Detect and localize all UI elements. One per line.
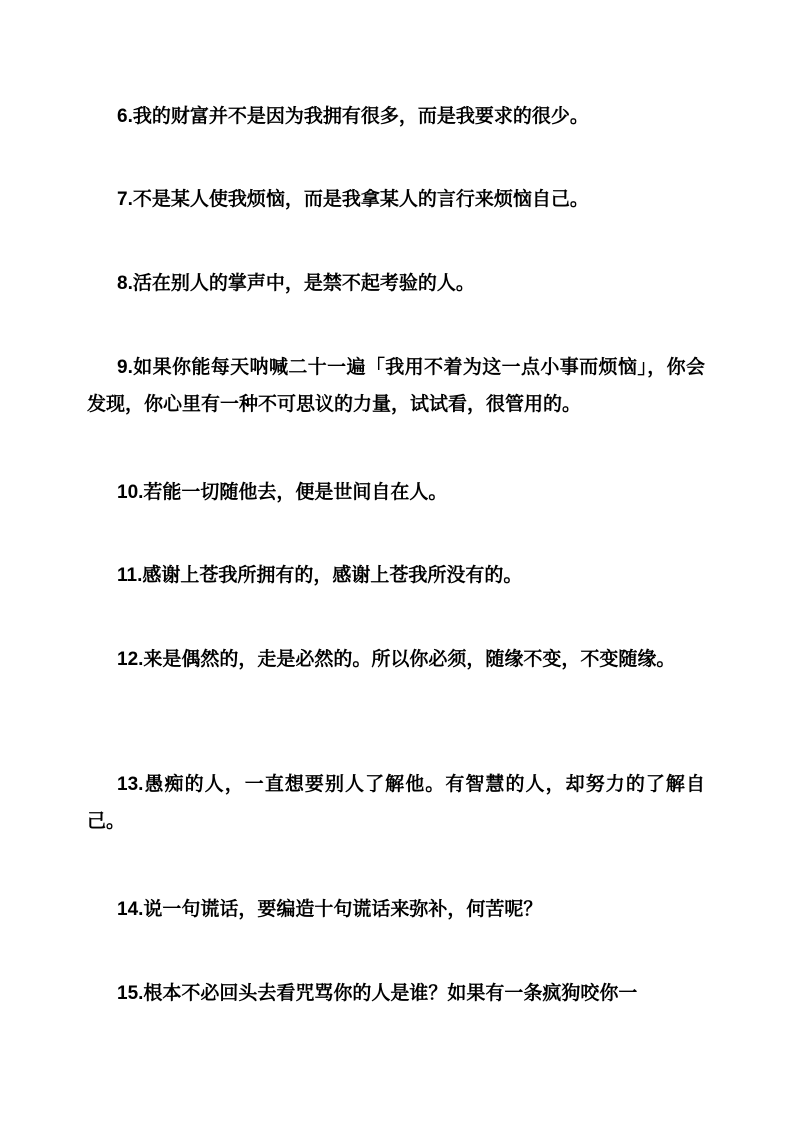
paragraph-number: 9. [117, 357, 133, 378]
paragraph-12 [87, 641, 705, 678]
paragraph-13 [87, 766, 705, 839]
paragraph-7 [87, 181, 705, 218]
paragraph-14 [87, 891, 705, 928]
paragraph-8 [87, 265, 705, 302]
paragraph-text: 如果你能每天呐喊二十一遍「我用不着为这一点小事而烦恼」，你会发现，你心里有一种不可思议的力量，试试看，很管用的。 [87, 356, 705, 415]
paragraph-text: 感谢上苍我所拥有的，感谢上苍我所没有的。 [142, 564, 523, 586]
paragraph-text: 愚痴的人，一直想要别人了解他。有智慧的人，却努力的了解自己。 [87, 773, 705, 832]
paragraph-text: 不是某人使我烦恼，而是我拿某人的言行来烦恼自己。 [132, 188, 589, 210]
paragraph-number: 12. [117, 649, 144, 670]
paragraph-number: 10. [117, 482, 144, 503]
paragraph-text: 活在别人的掌声中，是禁不起考验的人。 [132, 272, 475, 294]
paragraph-text: 来是偶然的，走是必然的。所以你必须，随缘不变，不变随缘。 [143, 648, 676, 670]
paragraph-text: 若能一切随他去，便是世间自在人。 [143, 481, 448, 503]
paragraph-number: 14. [117, 899, 144, 920]
paragraph-text: 根本不必回头去看咒骂你的人是谁？如果有一条疯狗咬你一 [143, 982, 638, 1004]
paragraph-number: 8. [117, 273, 133, 294]
paragraph-number: 7. [117, 189, 133, 210]
paragraph-text: 说一句谎话，要编造十句谎话来弥补，何苦呢？ [143, 898, 543, 920]
paragraph-number: 6. [117, 106, 133, 127]
paragraph-text: 我的财富并不是因为我拥有很多，而是我要求的很少。 [132, 105, 589, 127]
paragraph-6 [87, 98, 705, 135]
paragraph-15 [87, 975, 705, 1012]
paragraph-9 [87, 349, 705, 422]
paragraph-10 [87, 474, 705, 511]
paragraph-number: 13. [117, 774, 144, 795]
paragraph-number: 15. [117, 983, 144, 1004]
paragraph-11 [87, 557, 705, 594]
paragraph-number: 11. [117, 565, 143, 586]
